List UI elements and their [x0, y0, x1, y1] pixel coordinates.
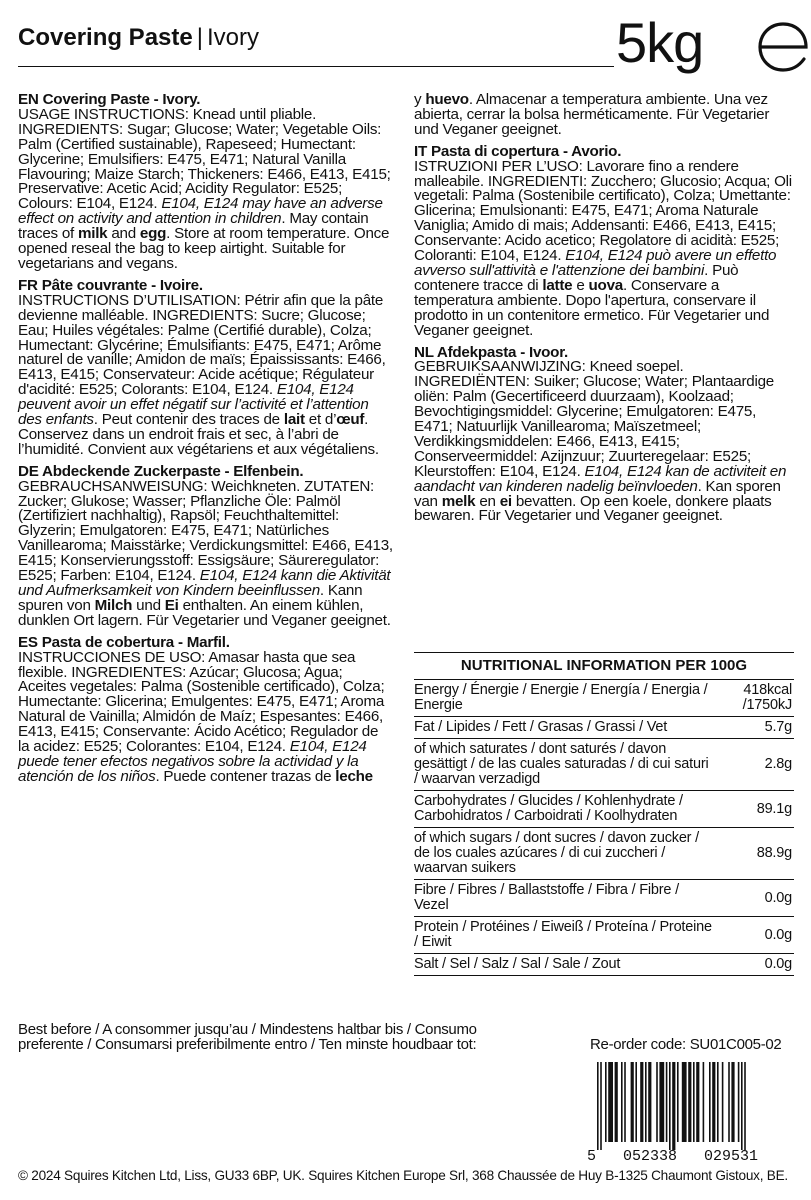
- header-rule: [18, 66, 614, 67]
- warning-text: E104, E124 kann die Aktivität und Aufmerksamkeit von Kindern beeinflussen: [18, 567, 391, 599]
- nutrient-label: of which saturates / dont saturés / davon gesättigt / de las cuales saturadas / di cui saturi / waarvan verzadigd: [414, 741, 709, 787]
- nutrient-value: 0.0g: [764, 956, 792, 972]
- barcode-bar: [631, 1062, 634, 1142]
- section-text: INSTRUCCIONES DE USO: Amasar hasta que sea flexible. INGREDIENTES: Azúcar; Glucosa; Agua; Aceites vegetales: Palma (Sostenible certificado), Colza; Humectante: Glicerina; Emulgentes: E475, E471; Aroma Natural de Vainilla; Almidón de Maíz; Espesantes: E466, E413, E415; Conservante: Ácido Acético; Regulador de la acidez: E525; Colorantes: E104, E124.: [18, 648, 385, 756]
- section-heading: DE Abdeckende Zuckerpaste - Elfenbein.: [18, 462, 304, 480]
- allergen: egg: [139, 225, 167, 243]
- section-text: USAGE INSTRUCTIONS: Knead until pliable. INGREDIENTS: Sugar; Glucose; Water; Vegetable Oils: Palm (Certified sustainable), Rapeseed; Humectant: Glycerine; Emulsifiers: E475, E471; Natural Vanilla Flavouring; Maize Starch; Thickeners: E466, E413, E415; Preservative: Acetic Acid; Acidity Regulator: E525; Colours: E104, E124.: [18, 105, 391, 213]
- barcode-bar: [645, 1062, 647, 1142]
- nutrient-value: 0.0g: [764, 926, 792, 943]
- barcode-bar: [608, 1062, 613, 1142]
- barcode-bar: [677, 1062, 679, 1142]
- nutrition-table: [414, 652, 794, 976]
- allergen: œuf: [336, 411, 365, 429]
- barcode-bar: [741, 1062, 743, 1150]
- title-separator: |: [196, 24, 203, 51]
- section-text: . Store at room temperature. Once opened reseal the bag to keep airtight. Suitable for vegetarians and vegans.: [18, 225, 390, 272]
- section-text: INSTRUCTIONS D’UTILISATION: Pétrir afin que la pâte devienne malléable. INGREDIENTS: Sucre; Glucose; Eau; Huiles végétales: Palme (Certifié durable), Colza; Humectant: Glycérine; Émulsifiants: E475, E471; Arôme naturel de vanille; Amidon de maïs; Épaississants: E466, E413, E415; Conservateur: Acide acétique; Régulateur d'acidité: E525; Colorants: E104, E124.: [18, 291, 386, 399]
- barcode-bar: [621, 1062, 623, 1142]
- barcode-bar: [648, 1062, 651, 1142]
- nutrition-row: [414, 917, 794, 954]
- barcode-bar: [682, 1062, 687, 1142]
- barcode-bar: [600, 1062, 602, 1150]
- barcode-bar: [605, 1062, 607, 1142]
- barcode-bar: [738, 1062, 740, 1142]
- product-variant: Ivory: [206, 24, 259, 51]
- barcode-bars: [597, 1062, 746, 1150]
- section-text: . Almacenar a temperatura ambiente. Una vez abierta, cerrar la bolsa herméticamente. Für Vegetarier und Veganer geeignet.: [414, 91, 770, 138]
- allergen: latte: [542, 276, 573, 294]
- barcode-bar: [693, 1062, 695, 1142]
- nutrient-value: 5.7g: [764, 719, 792, 735]
- energy-kcal: 418kcal: [743, 682, 792, 698]
- page-title: [18, 24, 259, 52]
- barcode-bar: [728, 1062, 730, 1142]
- nutrition-row: [414, 680, 794, 717]
- section-text: . Conservez dans un endroit frais et sec, à l’abri de l’humidité. Convient aux végétariens et aux végétaliens.: [18, 411, 379, 458]
- section-text: enthalten. An einem kühlen, dunklen Ort lagern. Für Vegetarier und Veganer geeignet.: [18, 596, 391, 629]
- nutrient-value: 88.9g: [756, 845, 792, 861]
- section-text: ISTRUZIONI PER L’USO: Lavorare fino a rendere malleabile. INGREDIENTI: Zucchero; Glucosio; Acqua; Oli vegetali: Palma (Sostenibile certificato), Colza; Umettante: Glicerina; Emulsionanti: E475, E471; Aroma Naturale Vaniglia; Amido di mais; Addensanti: E466, E413, E415; Conservante: Acido acetico; Regolatore di acidità: E525; Coloranti: E104, E124.: [414, 157, 792, 265]
- section-es: [18, 633, 393, 785]
- barcode-bar: [669, 1062, 671, 1150]
- allergen: huevo: [425, 91, 469, 108]
- barcode-bar: [666, 1062, 668, 1142]
- nutrient-label: Fibre / Fibres / Ballaststoffe / Fibra / Fibre / Vezel: [414, 882, 679, 913]
- warning-text: E104, E124 puede tener efectos negativos sobre la actividad y la atención de los niños: [18, 738, 367, 785]
- allergen: lait: [283, 411, 305, 429]
- barcode-bar: [640, 1062, 643, 1142]
- warning-text: E104, E124 kan de activiteit en aandacht van kinderen nadelig beïnvloeden: [414, 462, 787, 495]
- reorder-code: Re-order code: SU01C005-02: [590, 1036, 782, 1053]
- barcode-bar: [656, 1062, 658, 1142]
- best-before-label: Best before / A consommer jusqu’au / Mindestens haltbar bis / Consumo preferente / Consumarsi preferibilmente entro / Ten minste houdbaar tot:: [18, 1021, 477, 1053]
- section-text: . May contain traces of: [18, 210, 369, 243]
- barcode-bar: [722, 1062, 724, 1142]
- barcode-bar: [597, 1062, 599, 1150]
- section-text: . Conservare a temperatura ambiente. Dopo l'apertura, conservare il prodotto in un contenitore ermetico. Für Vegetarier und Veganer geeignet.: [414, 276, 770, 339]
- nutrient-value: 89.1g: [756, 800, 792, 817]
- right-column: [414, 93, 794, 531]
- nutrition-row: [414, 791, 794, 828]
- nutrient-label: Energy / Énergie / Energie / Energía / Energia / Energie: [414, 682, 708, 713]
- nutrition-table-header: NUTRITIONAL INFORMATION PER 100G: [414, 652, 794, 680]
- allergen: leche: [335, 767, 373, 785]
- header: [18, 11, 798, 74]
- section-text: y: [414, 91, 426, 108]
- nutrition-row: [414, 954, 794, 976]
- nutrient-value: [743, 683, 792, 713]
- nutrient-label: Salt / Sel / Salz / Sal / Sale / Zout: [414, 956, 621, 972]
- section-text: GEBRUIKSAANWIJZING: Kneed soepel. INGREDIËNTEN: Suiker; Glucose; Water; Plantaardige oliën: Palm (Gecertificeerd duurzaam), Koolzaad; Bevochtigingsmiddel: Glycerine; Emulgatoren: E475, E471; Natuurlijk Vanillearoma; Maïszetmeel; Verdikkingsmiddelen: E466, E413, E415; Conserveermiddel: Azijnzuur; Zuurteregelaar: E525; Kleurstoffen: E104, E124.: [414, 358, 775, 480]
- allergen: milk: [77, 225, 108, 243]
- allergen: uova: [588, 276, 623, 294]
- allergen: ei: [499, 492, 512, 510]
- barcode-bar: [744, 1062, 746, 1150]
- net-weight: 5kg: [616, 11, 704, 74]
- section-es-continued: [414, 93, 794, 138]
- nutrient-label: Fat / Lipides / Fett / Grasas / Grassi / Vet: [414, 719, 668, 735]
- section-text: . Peut contenir des traces de: [93, 411, 284, 429]
- section-de: [18, 462, 393, 629]
- barcode-bar: [659, 1062, 664, 1142]
- barcode-bar: [624, 1062, 626, 1142]
- barcode-bar: [731, 1062, 734, 1142]
- section-text: GEBRAUCHSANWEISUNG: Weichkneten. ZUTATEN: Zucker; Glukose; Wasser; Pflanzliche Öle: Palmöl (Zertifiziert nachhaltig), Rapsöl; Feuchthaltemittel: Glyzerin; Emulgatoren: E475, E471; Natürliches Vanillearoma; Maisstärke; Verdickungsmittel: E466, E413, E415; Konservierungsstoff: Essigsäure; Säureregulator: E525; Farben: E104, E124.: [18, 477, 393, 585]
- left-column: [18, 93, 393, 792]
- nutrition-row: [414, 880, 794, 917]
- section-fr: [18, 276, 393, 458]
- nutrition-row: [414, 828, 794, 880]
- warning-text: E104, E124 peuvent avoir un effet négatif sur l’activité et l’attention des enfants: [18, 381, 369, 429]
- section-text: . Kann spuren von: [18, 582, 363, 614]
- barcode-bar: [688, 1062, 691, 1142]
- energy-kj: /1750kJ: [742, 697, 792, 713]
- nutrition-row: [414, 717, 794, 739]
- section-heading: IT Pasta di copertura - Avorio.: [414, 142, 622, 160]
- section-text: and: [107, 225, 140, 243]
- nutrient-label: Carbohydrates / Glucides / Kohlenhydrate / Carbohidratos / Carboidrati / Koolhydraten: [414, 793, 683, 824]
- warning-text: E104, E124 may have an adverse effect on activity and attention in children: [18, 195, 383, 228]
- nutrient-label: of which sugars / dont sucres / davon zucker / de los cuales azúcares / di cui zuccheri / waarvan suikers: [414, 830, 699, 876]
- nutrient-value: 0.0g: [764, 889, 792, 906]
- footer: © 2024 Squires Kitchen Ltd, Liss, GU33 6BP, UK. Squires Kitchen Europe Srl, 368 Chaussée de Huy B-1325 Chaumont Gistoux, BE.: [18, 1168, 788, 1183]
- product-name: Covering Paste: [18, 24, 193, 51]
- allergen: melk: [441, 492, 476, 510]
- barcode: [583, 1060, 793, 1164]
- section-it: [414, 142, 794, 339]
- barcode-bar: [615, 1062, 618, 1142]
- barcode-bar: [696, 1062, 699, 1142]
- section-text: en: [475, 492, 500, 510]
- barcode-bar: [712, 1062, 715, 1142]
- warning-text: E104, E124 può avere un effetto avverso sull'attività e l'attenzione dei bambini: [414, 247, 777, 279]
- nutrient-value: 2.8g: [764, 756, 792, 772]
- section-heading: ES Pasta de cobertura - Marfil.: [18, 633, 230, 651]
- section-text: bevatten. Op een koele, donkere plaats bewaren. Für Vegetarier und Veganer geeignet.: [414, 492, 772, 525]
- section-nl: [414, 343, 794, 525]
- section-text: und: [132, 596, 165, 614]
- barcode-bar: [709, 1062, 711, 1142]
- section-text: e: [572, 276, 589, 294]
- section-heading: EN Covering Paste - Ivory.: [18, 91, 201, 108]
- nutrient-label: Protein / Protéines / Eiweiß / Proteína / Proteine / Eiwit: [414, 919, 712, 950]
- allergen: Milch: [94, 596, 133, 614]
- barcode-bar: [703, 1062, 705, 1142]
- e-mark-icon: [754, 20, 811, 74]
- barcode-bar: [672, 1062, 675, 1150]
- section-heading: FR Pâte couvrante - Ivoire.: [18, 276, 203, 294]
- section-text: . Kan sporen van: [414, 477, 781, 510]
- section-text: . Può contenere tracce di: [414, 261, 739, 294]
- nutrition-row: [414, 739, 794, 791]
- section-en: [18, 93, 393, 272]
- section-text: . Puede contener trazas de: [155, 767, 336, 785]
- section-text: et d’: [304, 411, 337, 429]
- barcode-digits: 5 052338 029531: [587, 1148, 759, 1164]
- allergen: Ei: [164, 596, 179, 614]
- barcode-bar: [635, 1062, 637, 1142]
- section-heading: NL Afdekpasta - Ivoor.: [414, 343, 569, 361]
- barcode-bar: [717, 1062, 719, 1142]
